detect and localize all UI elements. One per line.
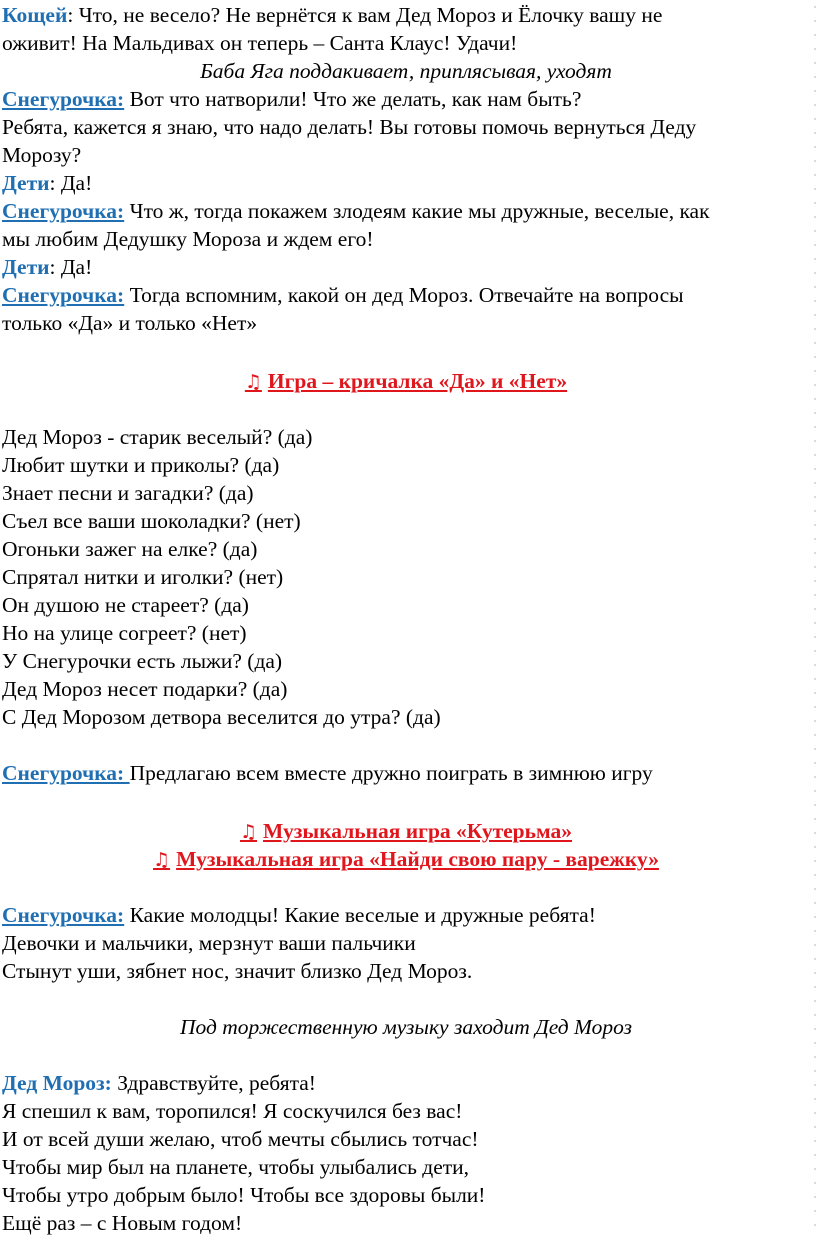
- quiz-line: Он душою не стареет? (да): [2, 593, 249, 617]
- quiz-line: Знает песни и загадки? (да): [2, 481, 254, 505]
- speaker-ded-moroz: Дед Мороз:: [2, 1071, 112, 1095]
- ded-moroz-line-3: И от всей души желаю, чтоб мечты сбылись тотчас!: [2, 1127, 479, 1151]
- speaker-snegurochka: Снегурочка:: [2, 903, 125, 927]
- snegurochka-line-1: [2, 85, 581, 113]
- game-title-text: Игра – кричалка «Да» и «Нет»: [267, 369, 568, 393]
- snegurochka-line-5: мы любим Дедушку Мороза и ждем его!: [2, 227, 374, 251]
- snegurochka-line-9: [2, 901, 596, 929]
- speaker-koschei: Кощей: [2, 3, 68, 27]
- koschei-line-2: оживит! На Мальдивах он теперь – Санта Клаус! Удачи!: [2, 31, 518, 55]
- speaker-snegurochka: Снегурочка:: [2, 761, 130, 785]
- music-note-icon: ♫: [153, 849, 171, 871]
- quiz-line: Съел все ваши шоколадки? (нет): [2, 509, 301, 533]
- quiz-line: Спрятал нитки и иголки? (нет): [2, 565, 284, 589]
- game-title-kuterma: [0, 817, 812, 846]
- ded-moroz-text: Здравствуйте, ребята!: [111, 1071, 316, 1095]
- quiz-line: Но на улице согреет? (нет): [2, 621, 247, 645]
- snegurochka-line-11: Стынут уши, зябнет нос, значит близко Дед Мороз.: [2, 959, 473, 983]
- game-title-mitten-pair: [0, 845, 812, 874]
- quiz-line: У Снегурочки есть лыжи? (да): [2, 649, 283, 673]
- speaker-kids: Дети: [2, 171, 50, 195]
- snegurochka-line-8: [2, 759, 653, 787]
- snegurochka-line-2: Ребята, кажется я знаю, что надо делать! Вы готовы помочь вернуться Деду: [2, 115, 697, 139]
- quiz-line: С Дед Морозом детвора веселится до утра? (да): [2, 705, 441, 729]
- ded-moroz-line-1: [2, 1069, 316, 1097]
- snegurochka-line-10: Девочки и мальчики, мерзнут ваши пальчики: [2, 931, 416, 955]
- kids-line-2: [2, 253, 92, 281]
- speaker-snegurochka: Снегурочка:: [2, 283, 125, 307]
- snegurochka-line-4: [2, 197, 710, 225]
- music-note-icon: ♫: [239, 821, 258, 843]
- quiz-line: Огоньки зажег на елке? (да): [2, 537, 258, 561]
- ded-moroz-line-4: Чтобы мир был на планете, чтобы улыбались дети,: [2, 1155, 470, 1179]
- game-title-text: Музыкальная игра «Кутерьма»: [263, 819, 573, 843]
- snegurochka-text: Вот что натворили! Что же делать, как нам быть?: [124, 87, 582, 111]
- kids-line-1: [2, 169, 92, 197]
- snegurochka-text: Предлагаю всем вместе дружно поиграть в зимнюю игру: [129, 761, 653, 785]
- quiz-line: Любит шутки и приколы? (да): [2, 453, 280, 477]
- game-title-text: Музыкальная игра «Найди свою пару - варежку»: [176, 847, 659, 871]
- snegurochka-line-3: Морозу?: [2, 143, 82, 167]
- speaker-snegurochka: Снегурочка:: [2, 199, 125, 223]
- koschei-text: : Что, не весело? Не вернётся к вам Дед Мороз и Ёлочку вашу не: [67, 3, 663, 27]
- ded-moroz-line-5: Чтобы утро добрым было! Чтобы все здоровы были!: [2, 1183, 486, 1207]
- stage-direction-ded-moroz: Под торжественную музыку заходит Дед Мороз: [179, 1015, 632, 1039]
- snegurochka-line-7: только «Да» и только «Нет»: [2, 311, 258, 335]
- speaker-kids: Дети: [2, 255, 50, 279]
- snegurochka-text: Что ж, тогда покажем злодеям какие мы дружные, веселые, как: [124, 199, 710, 223]
- quiz-line: Дед Мороз несет подарки? (да): [2, 677, 288, 701]
- music-note-icon: ♫: [244, 371, 262, 393]
- koschei-line-1: [2, 1, 662, 29]
- kids-text: : Да!: [49, 171, 93, 195]
- quiz-line: Дед Мороз - старик веселый? (да): [2, 425, 313, 449]
- stage-direction-baba-yaga: Баба Яга поддакивает, приплясывая, уходят: [200, 59, 612, 83]
- speaker-snegurochka: Снегурочка:: [2, 87, 125, 111]
- snegurochka-line-6: [2, 281, 684, 309]
- snegurochka-text: Какие молодцы! Какие веселые и дружные ребята!: [124, 903, 596, 927]
- snegurochka-text: Тогда вспомним, какой он дед Мороз. Отвечайте на вопросы: [124, 283, 684, 307]
- ded-moroz-line-2: Я спешил к вам, торопился! Я соскучился без вас!: [2, 1099, 463, 1123]
- ded-moroz-line-6: Ещё раз – с Новым годом!: [2, 1211, 243, 1235]
- kids-text: : Да!: [49, 255, 93, 279]
- game-title-yes-no: [0, 367, 812, 396]
